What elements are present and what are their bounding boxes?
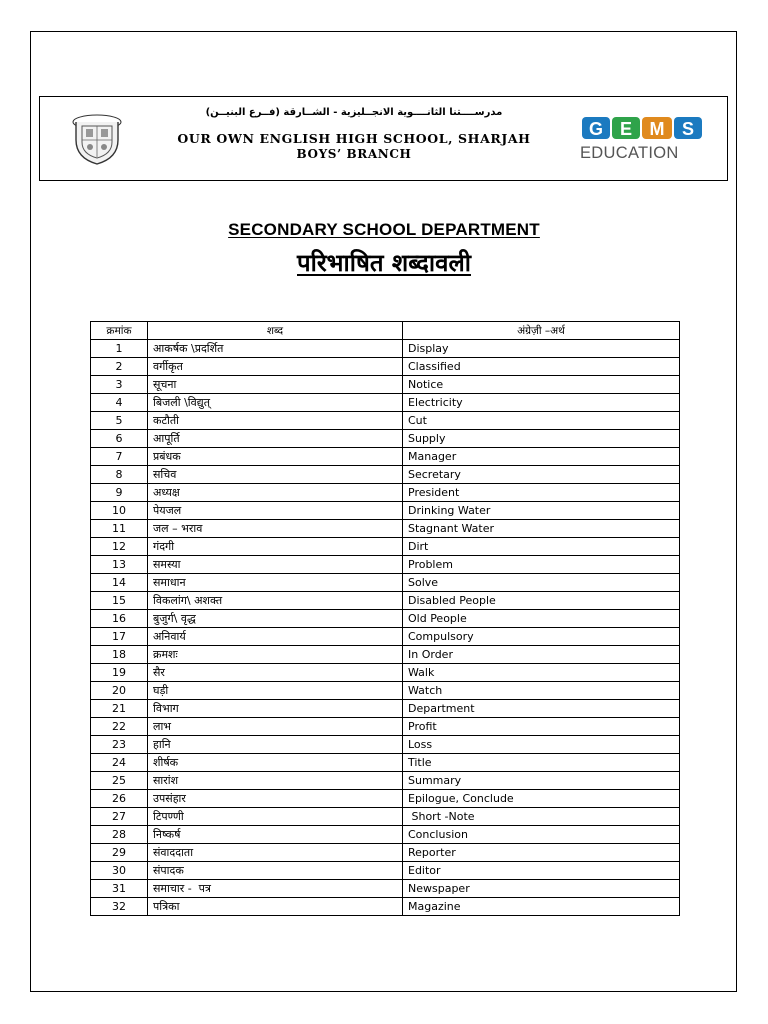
header-word: शब्द: [148, 322, 403, 340]
header-serial: क्रमांक: [91, 322, 148, 340]
hindi-word-cell: हानि: [148, 736, 403, 754]
english-meaning-cell: Loss: [403, 736, 680, 754]
hindi-word-cell: शीर्षक: [148, 754, 403, 772]
table-row: [91, 754, 680, 772]
department-title: SECONDARY SCHOOL DEPARTMENT: [228, 220, 540, 239]
serial-cell: 5: [91, 412, 148, 430]
english-meaning-cell: Walk: [403, 664, 680, 682]
serial-cell: 12: [91, 538, 148, 556]
table-row: [91, 664, 680, 682]
hindi-word-cell: अध्यक्ष: [148, 484, 403, 502]
table-row: [91, 358, 680, 376]
serial-cell: 3: [91, 376, 148, 394]
table-row: [91, 538, 680, 556]
table-row: [91, 394, 680, 412]
table-row: [91, 880, 680, 898]
serial-cell: 1: [91, 340, 148, 358]
english-meaning-cell: Magazine: [403, 898, 680, 916]
table-row: [91, 376, 680, 394]
hindi-word-cell: लाभ: [148, 718, 403, 736]
table-header-row: [91, 322, 680, 340]
english-meaning-cell: Display: [403, 340, 680, 358]
table-row: [91, 412, 680, 430]
serial-cell: 8: [91, 466, 148, 484]
english-meaning-cell: Conclusion: [403, 826, 680, 844]
serial-cell: 7: [91, 448, 148, 466]
english-meaning-cell: Electricity: [403, 394, 680, 412]
hindi-word-cell: समस्या: [148, 556, 403, 574]
english-meaning-cell: Disabled People: [403, 592, 680, 610]
table-row: [91, 826, 680, 844]
hindi-word-cell: पेयजल: [148, 502, 403, 520]
english-meaning-cell: Supply: [403, 430, 680, 448]
serial-cell: 17: [91, 628, 148, 646]
table-row: [91, 646, 680, 664]
gems-logo-letter-e: E: [619, 119, 633, 139]
table-row: [91, 718, 680, 736]
hindi-word-cell: आपूर्ति: [148, 430, 403, 448]
header-english-meaning: अंग्रेज़ी –अर्थ: [403, 322, 680, 340]
letterhead: [39, 96, 728, 181]
hindi-word-cell: टिपण्णी: [148, 808, 403, 826]
table-row: [91, 862, 680, 880]
serial-cell: 26: [91, 790, 148, 808]
hindi-word-cell: विभाग: [148, 700, 403, 718]
english-meaning-cell: Solve: [403, 574, 680, 592]
hindi-word-cell: घड़ी: [148, 682, 403, 700]
english-meaning-cell: Title: [403, 754, 680, 772]
hindi-word-cell: सचिव: [148, 466, 403, 484]
serial-cell: 28: [91, 826, 148, 844]
table-row: [91, 736, 680, 754]
serial-cell: 29: [91, 844, 148, 862]
branch-name: BOYS’ BRANCH: [296, 147, 412, 161]
table-row: [91, 682, 680, 700]
english-meaning-cell: Reporter: [403, 844, 680, 862]
serial-cell: 10: [91, 502, 148, 520]
hindi-word-cell: पत्रिका: [148, 898, 403, 916]
serial-cell: 30: [91, 862, 148, 880]
hindi-word-cell: निष्कर्ष: [148, 826, 403, 844]
serial-cell: 11: [91, 520, 148, 538]
english-meaning-cell: Notice: [403, 376, 680, 394]
serial-cell: 2: [91, 358, 148, 376]
hindi-word-cell: कटौती: [148, 412, 403, 430]
serial-cell: 13: [91, 556, 148, 574]
serial-cell: 31: [91, 880, 148, 898]
serial-cell: 27: [91, 808, 148, 826]
english-meaning-cell: Secretary: [403, 466, 680, 484]
table-row: [91, 340, 680, 358]
table-row: [91, 430, 680, 448]
hindi-word-cell: बुजुर्ग\ वृद्ध: [148, 610, 403, 628]
english-meaning-cell: In Order: [403, 646, 680, 664]
table-row: [91, 898, 680, 916]
serial-cell: 19: [91, 664, 148, 682]
english-meaning-cell: Summary: [403, 772, 680, 790]
english-meaning-cell: Old People: [403, 610, 680, 628]
gems-education-text: EDUCATION: [580, 144, 679, 162]
english-meaning-cell: President: [403, 484, 680, 502]
serial-cell: 22: [91, 718, 148, 736]
english-meaning-cell: Profit: [403, 718, 680, 736]
serial-cell: 9: [91, 484, 148, 502]
serial-cell: 16: [91, 610, 148, 628]
table-row: [91, 466, 680, 484]
gems-logo-letter-g: G: [588, 119, 604, 139]
serial-cell: 25: [91, 772, 148, 790]
english-meaning-cell: Manager: [403, 448, 680, 466]
english-meaning-cell: Dirt: [403, 538, 680, 556]
gems-logo-letter-m: M: [649, 119, 665, 139]
english-meaning-cell: Drinking Water: [403, 502, 680, 520]
hindi-word-cell: गंदगी: [148, 538, 403, 556]
serial-cell: 23: [91, 736, 148, 754]
english-meaning-cell: Stagnant Water: [403, 520, 680, 538]
gems-logo-icon: [580, 115, 705, 141]
glossary-table: [90, 321, 680, 916]
table-row: [91, 574, 680, 592]
hindi-word-cell: बिजली \विद्युत्: [148, 394, 403, 412]
school-crest-icon: [66, 110, 128, 166]
english-meaning-cell: Department: [403, 700, 680, 718]
serial-cell: 24: [91, 754, 148, 772]
table-row: [91, 448, 680, 466]
table-row: [91, 610, 680, 628]
hindi-word-cell: संवाददाता: [148, 844, 403, 862]
gems-logo-letter-s: S: [681, 119, 695, 139]
hindi-word-cell: अनिवार्य: [148, 628, 403, 646]
hindi-word-cell: समाचार - पत्र: [148, 880, 403, 898]
table-row: [91, 520, 680, 538]
serial-cell: 4: [91, 394, 148, 412]
hindi-word-cell: विकलांग\ अशक्त: [148, 592, 403, 610]
hindi-word-cell: सूचना: [148, 376, 403, 394]
table-row: [91, 484, 680, 502]
glossary-title: परिभाषित शब्दावली: [297, 249, 471, 277]
english-meaning-cell: Compulsory: [403, 628, 680, 646]
table-row: [91, 592, 680, 610]
hindi-word-cell: आकर्षक \प्रदर्शित: [148, 340, 403, 358]
hindi-word-cell: क्रमशः: [148, 646, 403, 664]
english-meaning-cell: Classified: [403, 358, 680, 376]
serial-cell: 6: [91, 430, 148, 448]
english-meaning-cell: Problem: [403, 556, 680, 574]
glossary-body: [91, 340, 680, 916]
table-row: [91, 556, 680, 574]
serial-cell: 18: [91, 646, 148, 664]
school-name: OUR OWN ENGLISH HIGH SCHOOL, SHARJAH: [177, 131, 531, 146]
hindi-word-cell: समाधान: [148, 574, 403, 592]
hindi-word-cell: जल – भराव: [148, 520, 403, 538]
table-row: [91, 628, 680, 646]
english-meaning-cell: Cut: [403, 412, 680, 430]
english-meaning-cell: Short -Note: [403, 808, 680, 826]
hindi-word-cell: सैर: [148, 664, 403, 682]
table-row: [91, 790, 680, 808]
table-row: [91, 844, 680, 862]
hindi-word-cell: उपसंहार: [148, 790, 403, 808]
table-row: [91, 808, 680, 826]
serial-cell: 32: [91, 898, 148, 916]
english-meaning-cell: Editor: [403, 862, 680, 880]
serial-cell: 21: [91, 700, 148, 718]
hindi-word-cell: वर्गीकृत: [148, 358, 403, 376]
serial-cell: 20: [91, 682, 148, 700]
hindi-word-cell: प्रबंधक: [148, 448, 403, 466]
english-meaning-cell: Epilogue, Conclude: [403, 790, 680, 808]
table-row: [91, 700, 680, 718]
table-row: [91, 772, 680, 790]
table-row: [91, 502, 680, 520]
hindi-word-cell: सारांश: [148, 772, 403, 790]
english-meaning-cell: Watch: [403, 682, 680, 700]
hindi-word-cell: संपादक: [148, 862, 403, 880]
english-meaning-cell: Newspaper: [403, 880, 680, 898]
serial-cell: 14: [91, 574, 148, 592]
serial-cell: 15: [91, 592, 148, 610]
school-name-arabic: مدرســــتنا الثانــــوية الانجــليزية - الشــارقة (فــرع البنيــن): [205, 107, 503, 118]
